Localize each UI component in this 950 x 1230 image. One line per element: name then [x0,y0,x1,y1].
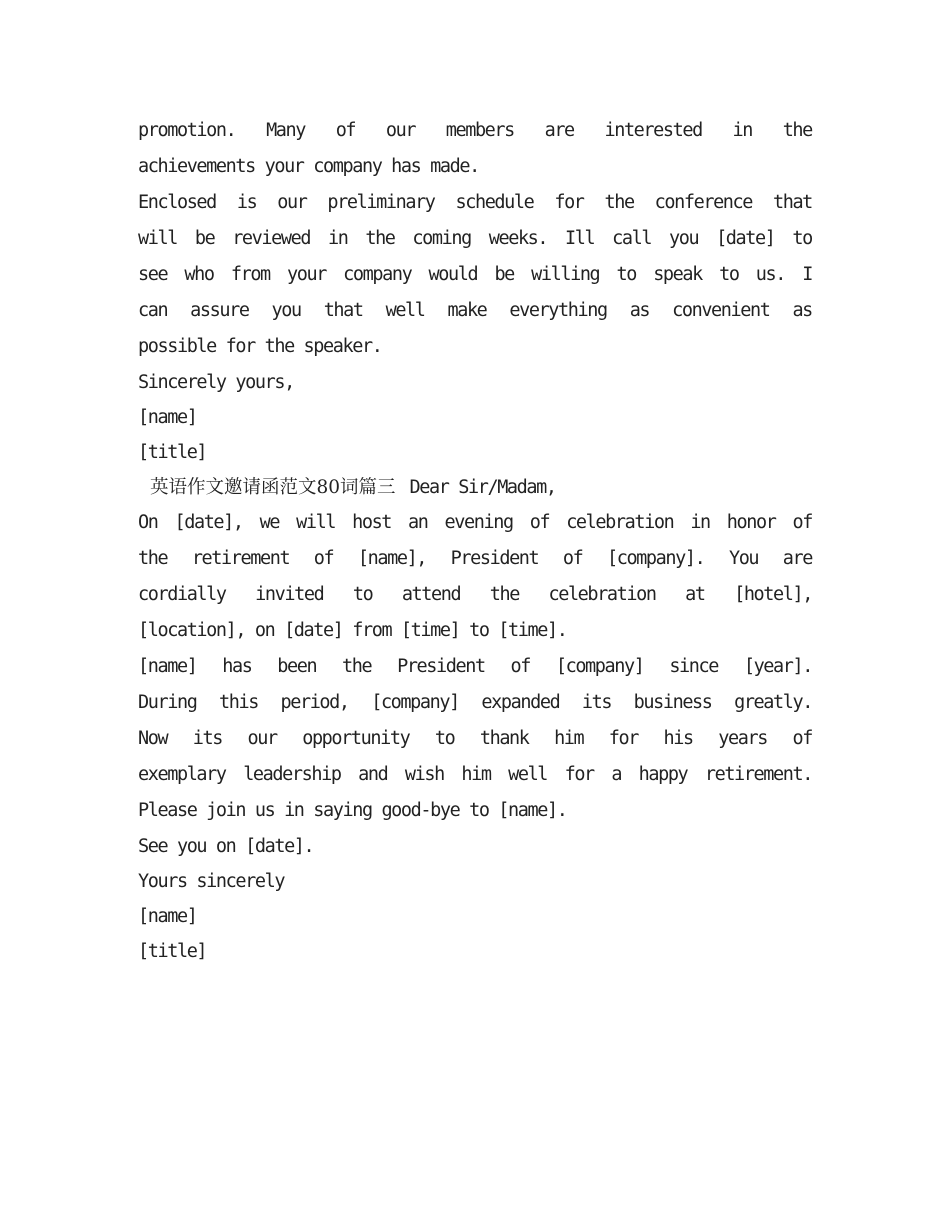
word: convenient [672,300,770,321]
word: [name] [138,656,197,677]
word: leadership [243,764,341,785]
paragraph-line [138,721,812,757]
word: preliminary [327,192,435,213]
paragraph-line: achievements your company has made. [138,156,479,177]
word: speak [653,264,702,285]
closing-valediction: Yours sincerely [138,871,285,892]
paragraph-line: Please join us in saying good-bye to [name]. [138,800,567,821]
word: happy [638,764,688,785]
word: [company] [555,656,644,677]
word: you [271,300,301,321]
word: wish [404,764,444,785]
word: promotion. [138,120,236,141]
word: in [327,228,348,249]
word: for [564,764,594,785]
word: assure [190,300,249,321]
word: of [792,728,812,749]
word: the [342,656,372,677]
word: to [719,264,739,285]
word: honor [726,512,776,533]
word: of [792,512,812,533]
word: in [732,120,753,141]
word: weeks. [488,228,548,249]
word: of [562,548,583,569]
word: the [138,548,168,569]
paragraph-line [138,185,812,221]
word: company [343,264,412,285]
word: schedule [455,192,534,213]
word: Enclosed [138,192,216,213]
word: You [728,548,759,569]
word: celebration [566,512,674,533]
letter-greeting: Dear Sir/Madam, [409,477,556,498]
word: President [397,656,485,677]
word: us. [755,264,785,285]
word: conference [654,192,753,213]
paragraph-line [138,541,812,577]
word: exemplary [138,764,226,785]
word: the [365,228,395,249]
word: thank [479,728,529,749]
closing-title: [title] [138,442,207,463]
word: to [792,228,812,249]
word: I [802,264,812,285]
paragraph-line [138,257,812,293]
word: evening [444,512,513,533]
word: call [612,228,652,249]
section-heading [138,470,812,505]
word: Now [138,728,168,749]
word: of [313,548,334,569]
word: Ill [565,228,595,249]
word: for [554,192,584,213]
word: the [782,120,812,141]
letter-body [138,113,812,969]
word: expanded [481,692,560,713]
paragraph-line [138,685,812,721]
word: to [434,728,455,749]
closing-valediction: Sincerely yours, [138,372,294,393]
word: well [508,764,548,785]
word: and [358,764,388,785]
word: since [669,656,719,677]
word: [year]. [743,656,812,677]
word: [hotel], [734,584,812,605]
word: as [792,300,812,321]
word: our [385,120,416,141]
word: years [718,728,767,749]
word: members [445,120,514,141]
word: who [184,264,214,285]
closing-see-you: See you on [date]. [138,836,314,857]
word: we [259,512,280,533]
word: [company]. [606,548,705,569]
word: attend [401,584,461,605]
paragraph-line: possible for the speaker. [138,336,382,357]
closing-name: [name] [138,906,197,927]
word: to [616,264,636,285]
word: President [450,548,539,569]
word: coming [412,228,471,249]
word: the [489,584,519,605]
paragraph-line [138,221,812,257]
word: period, [280,692,349,713]
word: your [287,264,326,285]
word: [name], [357,548,427,569]
word: host [352,512,392,533]
word: be [494,264,514,285]
word: its [581,692,612,713]
paragraph-line [138,757,812,793]
word: of [510,656,531,677]
word: [company] [371,692,459,713]
word: retirement. [704,764,812,785]
word: would [428,264,478,285]
word: that [772,192,812,213]
word: business [633,692,712,713]
paragraph-line [138,649,812,685]
paragraph-line [138,577,812,613]
paragraph-line [138,293,812,329]
word: our [277,192,307,213]
word: willing [531,264,600,285]
word: reviewed [232,228,311,249]
word: as [629,300,650,321]
word: you [668,228,699,249]
word: of [529,512,550,533]
word: make [447,300,487,321]
word: him [461,764,491,785]
word: that [323,300,363,321]
word: can [138,300,168,321]
word: for [608,728,639,749]
word: this [218,692,258,713]
word: at [685,584,705,605]
word: everything [509,300,607,321]
word: will [138,228,177,249]
word: [date], [174,512,243,533]
word: him [554,728,584,749]
word: of [335,120,356,141]
closing-name: [name] [138,407,197,428]
word: On [138,512,158,533]
closing-title: [title] [138,941,207,962]
word: is [236,192,257,213]
word: its [192,728,222,749]
word: to [352,584,373,605]
word: greatly. [734,692,812,713]
word: be [194,228,215,249]
word: are [782,548,812,569]
word: been [277,656,317,677]
section-heading-chinese: 英语作文邀请函范文80词篇三 [150,477,396,498]
word: invited [255,584,324,605]
word: opportunity [302,728,410,749]
paragraph-line [138,113,812,149]
word: [date] [716,228,775,249]
word: has [222,656,252,677]
word: will [296,512,336,533]
word: well [385,300,425,321]
word: During [138,692,197,713]
word: our [247,728,277,749]
word: see [138,264,168,285]
paragraph-line [138,505,812,541]
word: Many [266,120,306,141]
word: are [544,120,574,141]
word: an [408,512,428,533]
word: retirement [191,548,290,569]
word: cordially [138,584,226,605]
paragraph-line: [location], on [date] from [time] to [time]. [138,620,567,641]
word: his [663,728,693,749]
word: a [611,764,622,785]
word: in [690,512,710,533]
word: interested [604,120,702,141]
word: from [230,264,270,285]
word: the [604,192,634,213]
word: celebration [548,584,656,605]
